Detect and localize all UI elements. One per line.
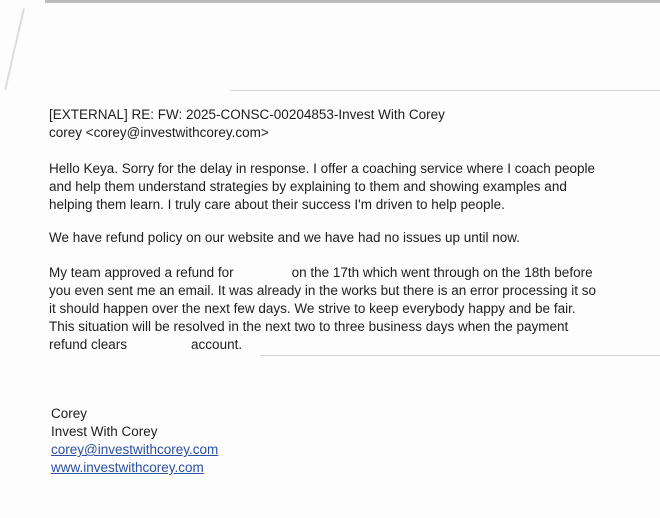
body-text: on the 17th which went through on the 18th before <box>291 265 593 280</box>
email-sender: corey <corey@investwithcorey.com> <box>49 125 269 140</box>
body-line: you even sent me an email. It was already in the works but there is an error processing it so <box>49 283 597 298</box>
signature-email-link[interactable]: corey@investwithcorey.com <box>51 442 219 457</box>
email-subject: [EXTERNAL] RE: FW: 2025-CONSC-00204853-Invest With Corey <box>49 107 445 122</box>
scan-artifact-line <box>230 90 660 91</box>
body-line: This situation will be resolved in the next two to three business days when the payment <box>49 319 569 334</box>
body-text: refund clears <box>49 337 128 352</box>
signature-website-link[interactable]: www.investwithcorey.com <box>51 460 204 475</box>
body-paragraph-3 <box>49 264 619 354</box>
signature-block <box>51 405 218 477</box>
body-line <box>49 336 619 354</box>
scan-edge-top <box>45 0 660 3</box>
body-paragraph-1 <box>49 160 619 214</box>
body-text: account. <box>191 337 243 352</box>
body-paragraph-2: We have refund policy on our website and we have had no issues up until now. <box>49 230 521 245</box>
body-line: Hello Keya. Sorry for the delay in response. I offer a coaching service where I coach people <box>49 161 596 176</box>
scan-artifact-line <box>260 355 660 356</box>
body-line: it should happen over the next few days. We strive to keep everybody happy and be fair. <box>49 301 576 316</box>
signature-name: Corey <box>51 406 88 421</box>
body-line: helping them learn. I truly care about their success I'm driven to help people. <box>49 197 505 212</box>
body-line: and help them understand strategies by explaining to them and showing examples and <box>49 179 567 194</box>
scan-edge-left <box>4 8 25 90</box>
signature-company: Invest With Corey <box>51 424 158 439</box>
body-text: My team approved a refund for <box>49 265 234 280</box>
body-line <box>49 264 619 282</box>
